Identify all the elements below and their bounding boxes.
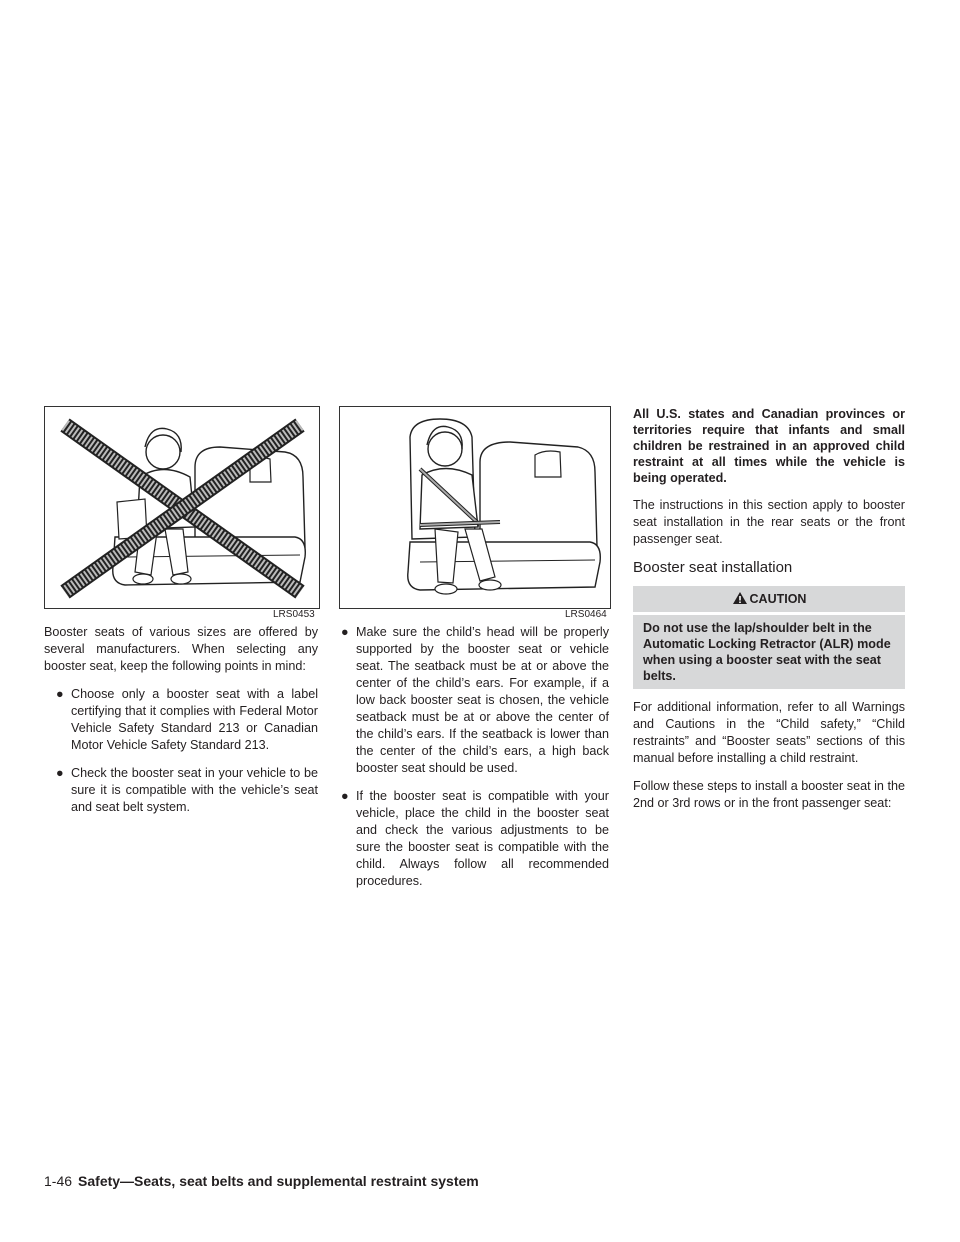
column-right bbox=[633, 406, 905, 823]
list-item: ● Make sure the child’s head will be properly supported by the booster seat or vehicle seat. The seatback must be at or above the center of the child’s ears. For example, if a low back booster seat is chosen, the vehicle seatback must be at or above the center of the child’s ears. If the seatback is lower than the center of the child’s ears, a high back booster seat should be used. bbox=[341, 625, 609, 775]
column-middle bbox=[339, 624, 609, 901]
intro-paragraph: Booster seats of various sizes are offered by several manufacturers. When selecting any booster seat, keep the following points in mind: bbox=[44, 625, 318, 673]
illustration-correct bbox=[340, 407, 610, 608]
caution-box bbox=[633, 586, 905, 689]
figure-code-left: LRS0453 bbox=[273, 609, 315, 620]
caution-text: Do not use the lap/shoulder belt in the Automatic Locking Retractor (ALR) mode when using a booster seat with the seat belts. bbox=[643, 621, 891, 683]
bullet-list-middle bbox=[339, 624, 609, 890]
chapter-title: Safety—Seats, seat belts and supplemental restraint system bbox=[78, 1173, 479, 1189]
caution-header bbox=[633, 586, 905, 615]
list-item: ● If the booster seat is compatible with your vehicle, place the child in the booster seat and check the various adjustments to be sure the booster seat is compatible with the child. Always follow all recommended procedures. bbox=[341, 789, 609, 888]
instructions-scope-paragraph: The instructions in this section apply to booster seat installation in the rear seats or the front passenger seat. bbox=[633, 498, 905, 546]
column-left bbox=[44, 624, 318, 827]
illustration-incorrect bbox=[45, 407, 319, 608]
bullet-icon: ● bbox=[56, 687, 64, 701]
bullet-icon: ● bbox=[341, 625, 349, 639]
figure-code-middle: LRS0464 bbox=[565, 609, 607, 620]
bullet-icon: ● bbox=[341, 789, 349, 803]
warning-icon bbox=[732, 591, 748, 605]
additional-info-paragraph: For additional information, refer to all Warnings and Cautions in the “Child safety,” “Child restraints” and “Booster seats” sections of this manual before installing a child restraint. bbox=[633, 700, 905, 765]
legal-requirement-paragraph: All U.S. states and Canadian provinces or territories require that infants and small children be restrained in an approved child restraint at all times while the vehicle is being operated. bbox=[633, 407, 905, 485]
figure-incorrect-booster bbox=[44, 406, 320, 609]
bullet-icon: ● bbox=[56, 766, 64, 780]
list-item: ● Check the booster seat in your vehicle to be sure it is compatible with the vehicle’s seat and seat belt system. bbox=[56, 766, 318, 814]
steps-intro-paragraph: Follow these steps to install a booster seat in the 2nd or 3rd rows or in the front passenger seat: bbox=[633, 779, 905, 810]
figure-correct-booster bbox=[339, 406, 611, 609]
section-heading: Booster seat installation bbox=[633, 559, 793, 576]
list-item: ● Choose only a booster seat with a label certifying that it complies with Federal Motor Vehicle Safety Standard 213 or Canadian Motor Vehicle Safety Standard 213. bbox=[56, 687, 318, 752]
caution-label: CAUTION bbox=[749, 592, 807, 606]
bullet-list-left bbox=[44, 686, 318, 816]
page-footer bbox=[44, 1173, 479, 1189]
page-number: 1-46 bbox=[44, 1173, 73, 1189]
